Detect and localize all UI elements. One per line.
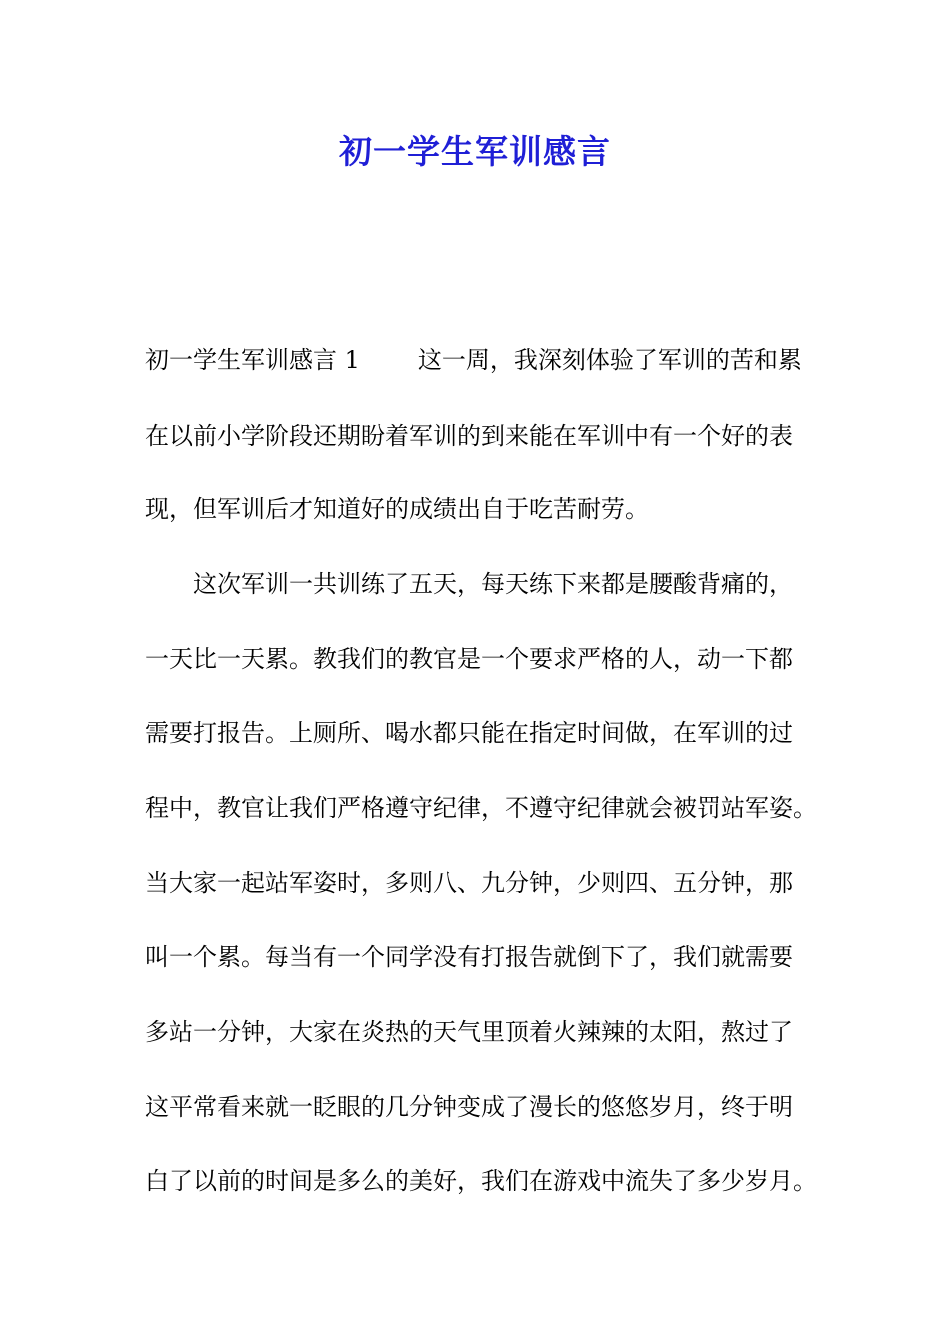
- paragraph-2-line-2: 一天比一天累。教我们的教官是一个要求严格的人，动一下都: [145, 645, 793, 673]
- paragraph-2-line-5: 当大家一起站军姿时，多则八、九分钟，少则四、五分钟，那: [145, 869, 793, 897]
- paragraph-1-line-3: 现，但军训后才知道好的成绩出自于吃苦耐劳。: [145, 495, 649, 523]
- paragraph-1-line-1: [145, 343, 845, 377]
- paragraph-2-line-9: 白了以前的时间是多么的美好，我们在游戏中流失了多少岁月。: [145, 1167, 817, 1195]
- paragraph-2-line-7: 多站一分钟，大家在炎热的天气里顶着火辣辣的太阳，熬过了: [145, 1018, 793, 1046]
- paragraph-2-line-3: 需要打报告。上厕所、喝水都只能在指定时间做，在军训的过: [145, 719, 793, 747]
- document-title: 初一学生军训感言: [339, 132, 611, 171]
- paragraph-2-line-8: 这平常看来就一眨眼的几分钟变成了漫长的悠悠岁月，终于明: [145, 1093, 793, 1121]
- paragraph-2-line-1: 这次军训一共训练了五天，每天练下来都是腰酸背痛的，: [193, 570, 793, 598]
- paragraph-1-line-2: 在以前小学阶段还期盼着军训的到来能在军训中有一个好的表: [145, 422, 793, 450]
- paragraph-1-heading: 初一学生军训感言 1: [145, 346, 360, 374]
- paragraph-1-line-1-text: 这一周，我深刻体验了军训的苦和累: [417, 346, 802, 374]
- paragraph-2-line-4: 程中，教官让我们严格遵守纪律，不遵守纪律就会被罚站军姿。: [145, 794, 817, 822]
- paragraph-2-line-6: 叫一个累。每当有一个同学没有打报告就倒下了，我们就需要: [145, 943, 793, 971]
